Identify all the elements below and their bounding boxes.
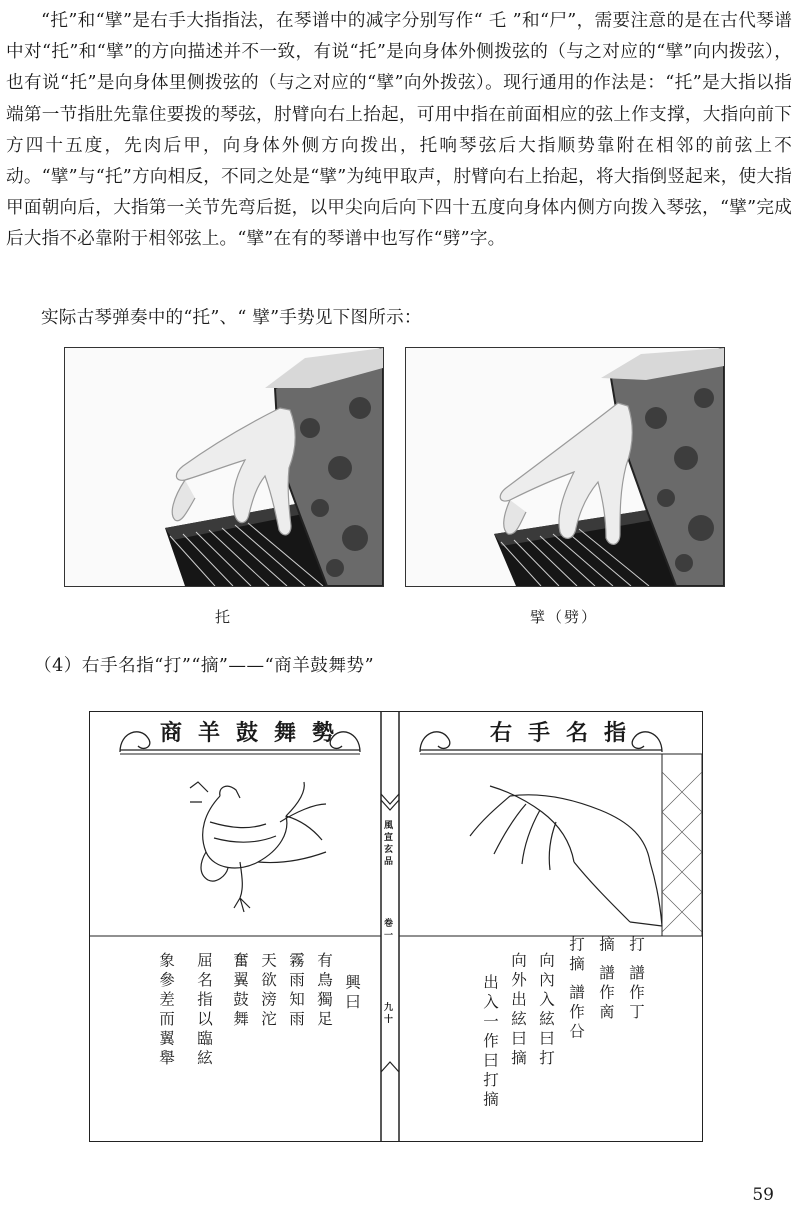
right-column-5: 向外出絃曰摘 — [509, 952, 527, 1069]
right-column-2: 摘 譜作啇 — [597, 936, 615, 1023]
hand-drawing — [470, 786, 662, 926]
right-column-3: 打摘 譜作㕣 — [567, 936, 585, 1043]
spine-volume: 卷一 — [382, 918, 392, 942]
hand-photo-illustration-right — [406, 348, 724, 586]
photo-tuo-gesture — [64, 347, 384, 587]
section-heading: （4）右手名指“打”“摘”——“商羊鼓舞势” — [34, 656, 375, 676]
left-column-4: 天欲滂沱 — [259, 952, 277, 1030]
left-column-7: 象參差而翼舉 — [157, 952, 175, 1069]
hand-photo-illustration-left — [65, 348, 383, 586]
paragraph-2: 实际古琴弹奏中的“托”、“ 擘”手势见下图所示： — [41, 308, 422, 328]
right-column-1: 打 譜作丁 — [627, 936, 645, 1023]
left-column-1: 興曰 — [343, 974, 361, 1013]
right-page-title: 右手名指 — [490, 720, 643, 746]
left-column-6: 屈名指以臨絃 — [195, 952, 213, 1069]
crane-bird-drawing — [190, 782, 326, 912]
left-column-2: 有鳥獨足 — [315, 952, 333, 1030]
right-column-6: 出入一作曰打摘 — [481, 974, 499, 1111]
spine-book-title: 風宣玄品 — [382, 820, 392, 868]
right-column-4: 向內入絃曰打 — [537, 952, 555, 1069]
spine-folio: 九十 — [382, 1002, 392, 1026]
photo-bo-gesture — [405, 347, 725, 587]
caption-bo: 擘（劈） — [530, 608, 599, 626]
left-column-3: 霧雨知雨 — [287, 952, 305, 1030]
page-number: 59 — [752, 1185, 774, 1205]
woodblock-frame — [90, 712, 702, 1141]
paragraph-1: “托”和“擘”是右手大指指法，在琴谱中的减字分别写作“ 乇 ”和“尸”，需要注意的是在古代琴谱中对“托”和“擘”的方向描述并不一致，有说“托”是向身体外侧拨弦的（与之对应的“擘”向内拨弦），也有说“托”是向身体里侧拨弦的（与之对应的“擘”向外拨弦）。现行通用的作法是：“托”是大指以指端第一节指肚先靠住要拨的琴弦，肘臂向右上抬起，可用中指在前面相应的弦上作支撑，大指向前下方四十五度，先肉后甲，向身体外侧方向拨出，托响琴弦后大指顺势靠附在相邻的前弦上不动。“擘”与“托”方向相反，不同之处是“擘”为纯甲取声，肘臂向右上抬起，将大指倒竖起来，使大指甲面朝向后，大指第一关节先弯后挺，以甲尖向后向下四十五度向身体内侧方向拨入琴弦，“擘”完成后大指不必靠附于相邻弦上。“擘”在有的琴谱中也写作“劈”字。 — [6, 11, 792, 250]
caption-tuo: 托 — [215, 608, 233, 626]
left-page-title: 商羊鼓舞勢 — [160, 720, 351, 746]
left-column-5: 奮翼鼓舞 — [231, 952, 249, 1030]
woodblock-print-scan — [89, 711, 703, 1142]
